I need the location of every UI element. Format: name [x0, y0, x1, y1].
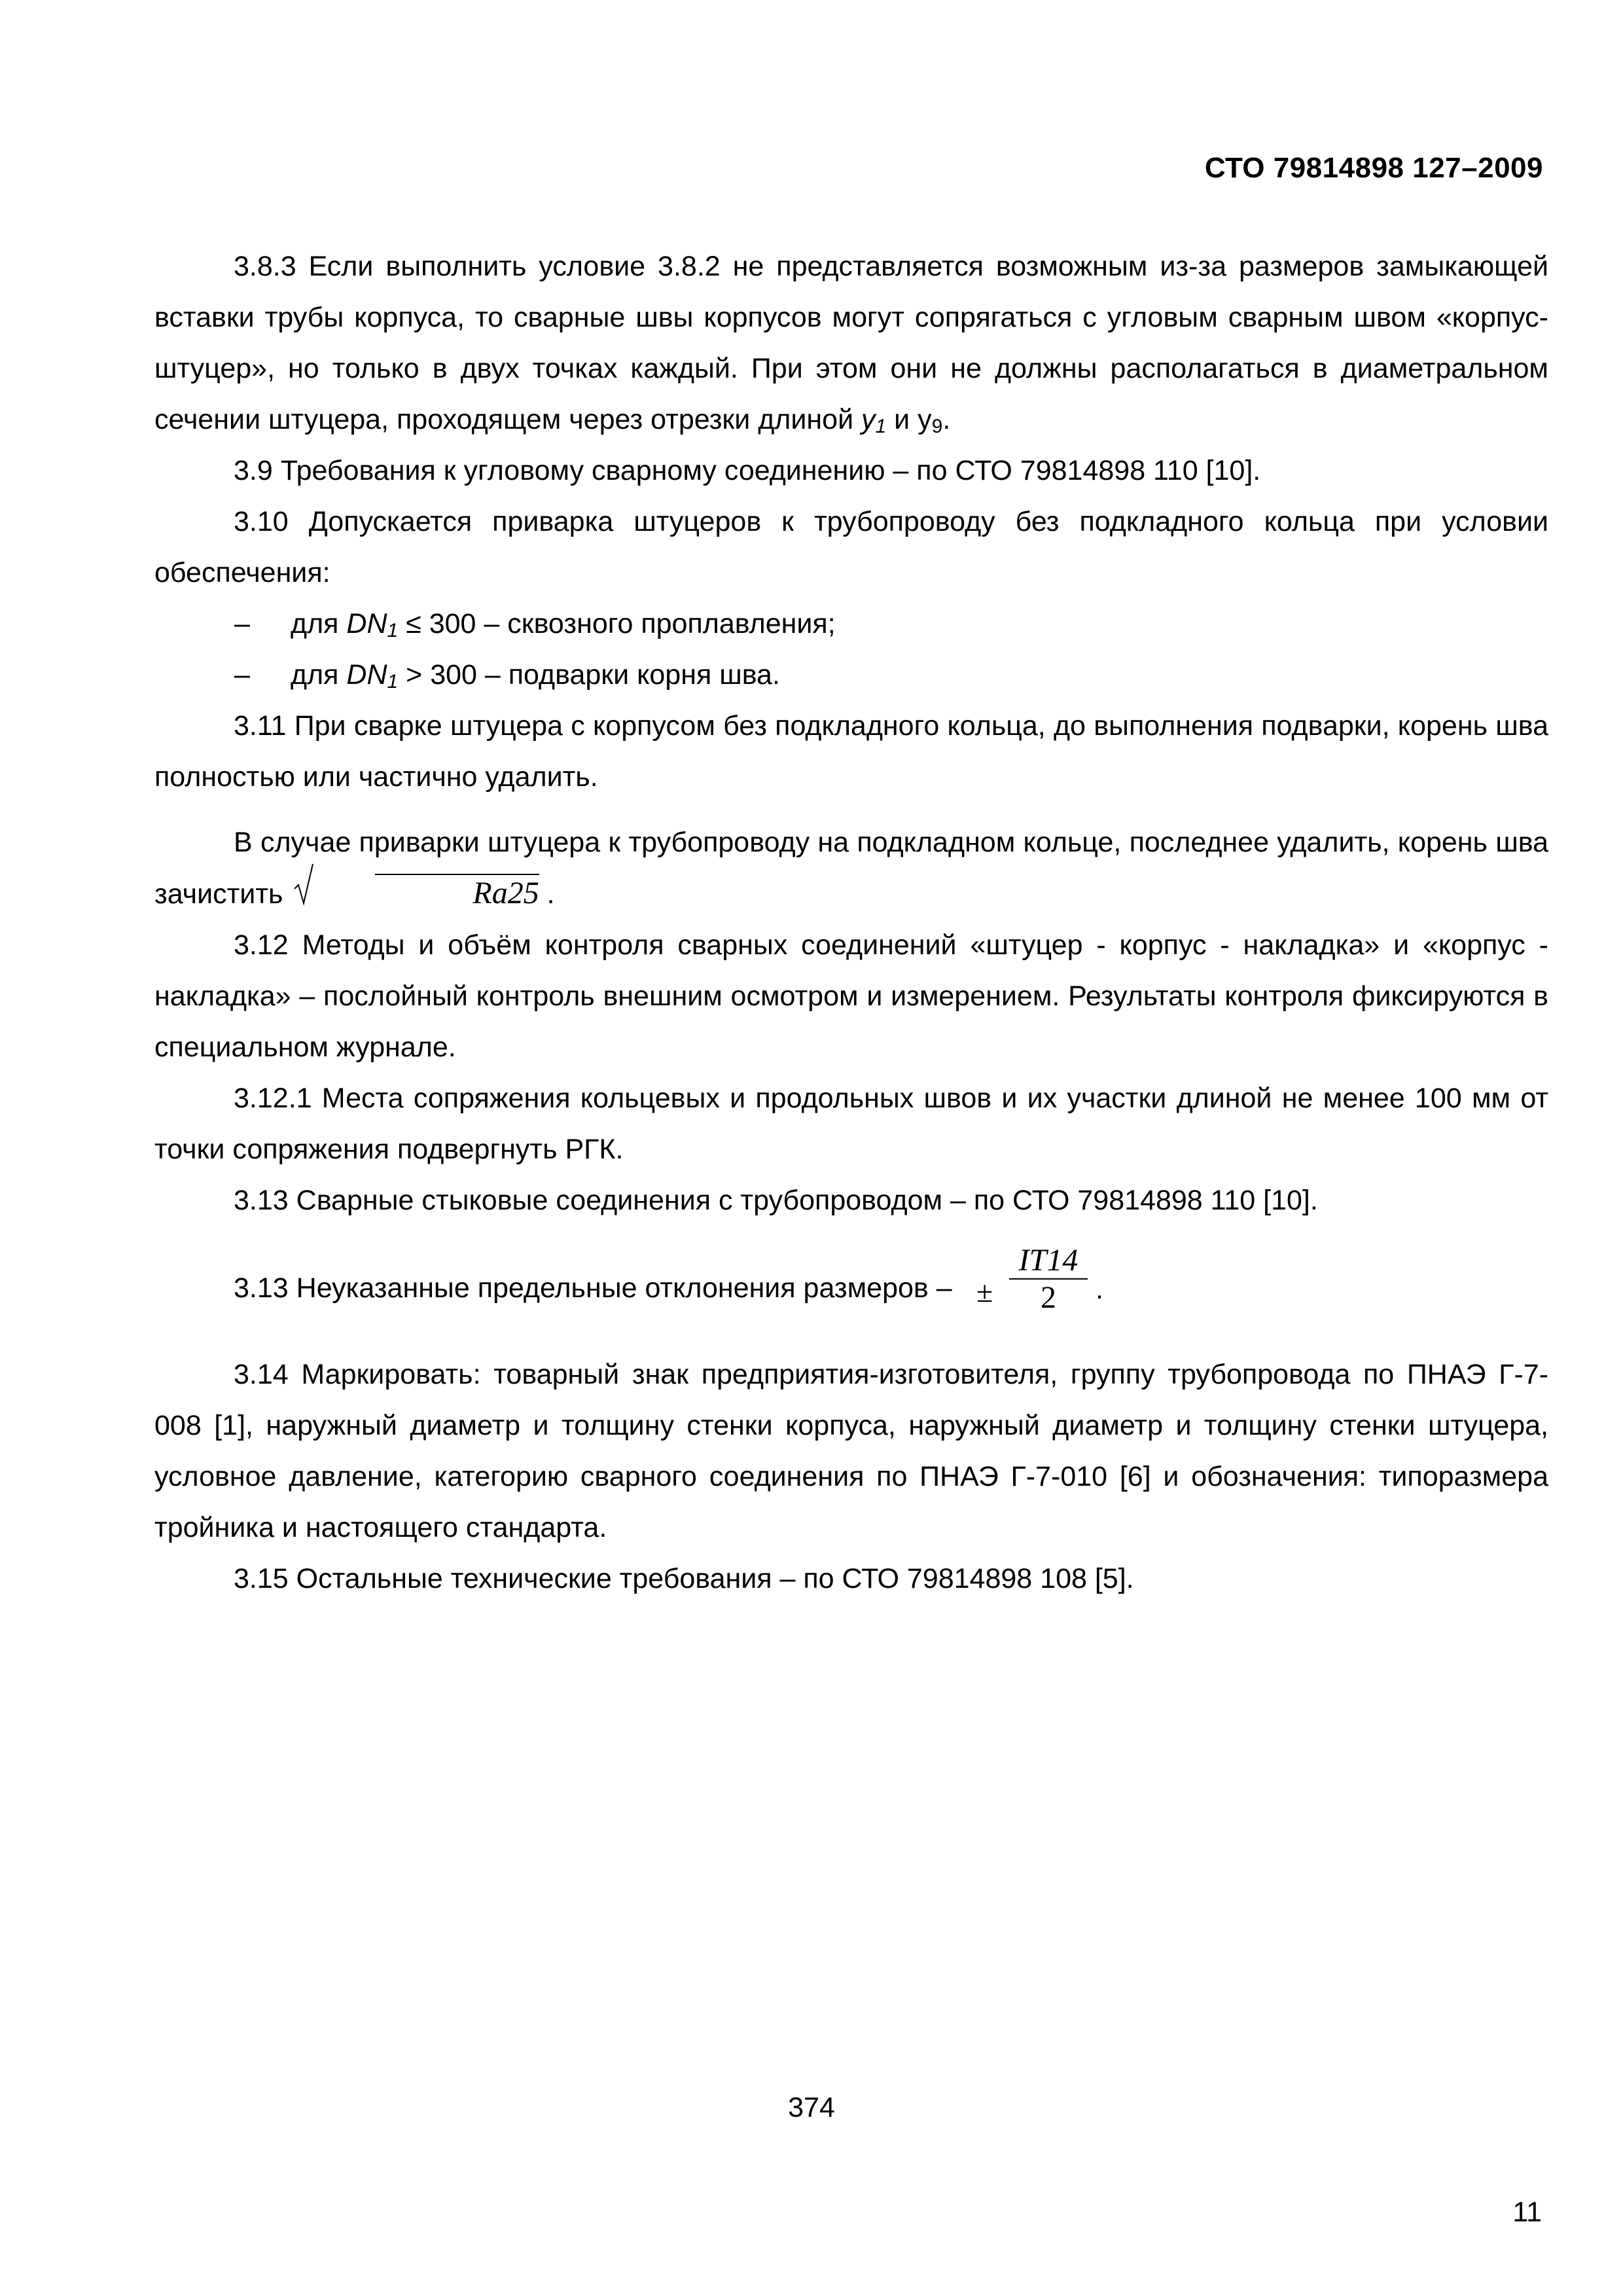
- list-item-text: > 300 – подварки корня шва.: [398, 659, 780, 691]
- dash-marker: –: [234, 608, 250, 639]
- radical-sign-icon: [293, 863, 314, 906]
- paragraph-ring-text: В случае приварки штуцера к трубопроводу на подкладном кольце, последнее удалить, корень шва зачистить: [154, 827, 1548, 910]
- collection-page-number: 374: [788, 2092, 835, 2123]
- document-code-header: СТО 79814898 127–2009: [1204, 152, 1543, 184]
- paragraph-3-8-3: [154, 241, 1548, 445]
- paragraph-3-11: 3.11 При сварке штуцера с корпусом без подкладного кольца, до выполнения подварки, корень шва полностью или частично удалить.: [154, 710, 1548, 793]
- list-item-prefix: для: [291, 608, 347, 639]
- conjunction-text: и y: [886, 404, 932, 435]
- paragraph-3-13-butt-welds: 3.13 Сварные стыковые соединения с трубопроводом – по СТО 79814898 110 [10].: [234, 1185, 1318, 1216]
- period: .: [942, 404, 951, 435]
- paragraph-3-15: 3.15 Остальные технические требования – по СТО 79814898 108 [5].: [234, 1563, 1134, 1594]
- tolerance-fraction: [976, 1243, 1103, 1316]
- paragraph-3-13-tolerances: [154, 1243, 1548, 1324]
- subscript-1: 1: [387, 620, 399, 641]
- subscript-1: 1: [387, 671, 399, 692]
- dash-marker: –: [234, 659, 250, 691]
- paragraph-3-12: 3.12 Методы и объём контроля сварных соединений «штуцер - корпус - накладка» и «корпус - накладка» – послойный контроль внешним осмотром и измерением. Результаты контроля фиксируются в специальном журнале.: [154, 929, 1548, 1063]
- subscript-9: 9: [931, 416, 943, 437]
- roughness-symbol: [296, 868, 539, 919]
- plus-minus-sign: ±: [976, 1275, 993, 1308]
- list-item-prefix: для: [291, 659, 347, 691]
- list-item: [154, 649, 1548, 700]
- fraction-numerator: IT14: [1018, 1243, 1079, 1278]
- paragraph-3-9: 3.9 Требования к угловому сварному соединению – по СТО 79814898 110 [10].: [234, 455, 1261, 486]
- list-item-text: ≤ 300 – сквозного проплавления;: [398, 608, 836, 639]
- paragraph-3-14: 3.14 Маркировать: товарный знак предприятия-изготовителя, группу трубопровода по ПНАЭ Г-7-008 [1], наружный диаметр и толщину стенки корпуса, наружный диаметр и толщину стенки штуцера, условное давление, категорию сварного соединения по ПНАЭ Г-7-010 [6] и обозначения: типоразмера тройника и настоящего стандарта.: [154, 1359, 1548, 1543]
- paragraph-ring: [154, 817, 1548, 920]
- period: .: [1096, 1274, 1103, 1305]
- document-page-number: 11: [1512, 2197, 1542, 2228]
- roughness-value: Ra25: [375, 874, 539, 910]
- variable-dn: DN: [346, 659, 387, 691]
- tolerances-text: 3.13 Неуказанные предельные отклонения размеров –: [234, 1272, 952, 1304]
- variable-y: y: [861, 404, 876, 435]
- fraction-denominator: 2: [1041, 1280, 1056, 1315]
- subscript-1: 1: [875, 416, 887, 437]
- paragraph-3-10: 3.10 Допускается приварка штуцеров к трубопроводу без подкладного кольца при условии обеспечения:: [154, 506, 1548, 588]
- list-item: [154, 598, 1548, 649]
- period: .: [539, 878, 555, 910]
- paragraph-3-8-3-text: 3.8.3 Если выполнить условие 3.8.2 не представляется возможным из-за размеров замыкающей вставки трубы корпуса, то сварные швы корпусов могут сопрягаться с угловым сварным швом «корпус-штуцер», но только в двух точках каждый. При этом они не должны располагаться в диаметральном сечении штуцера, проходящем через отрезки длиной: [154, 251, 1548, 435]
- paragraph-3-12-1: 3.12.1 Места сопряжения кольцевых и продольных швов и их участки длиной не менее 100 мм от точки сопряжения подвергнуть РГК.: [154, 1083, 1548, 1165]
- document-body: [154, 241, 1548, 1604]
- variable-dn: DN: [346, 608, 387, 639]
